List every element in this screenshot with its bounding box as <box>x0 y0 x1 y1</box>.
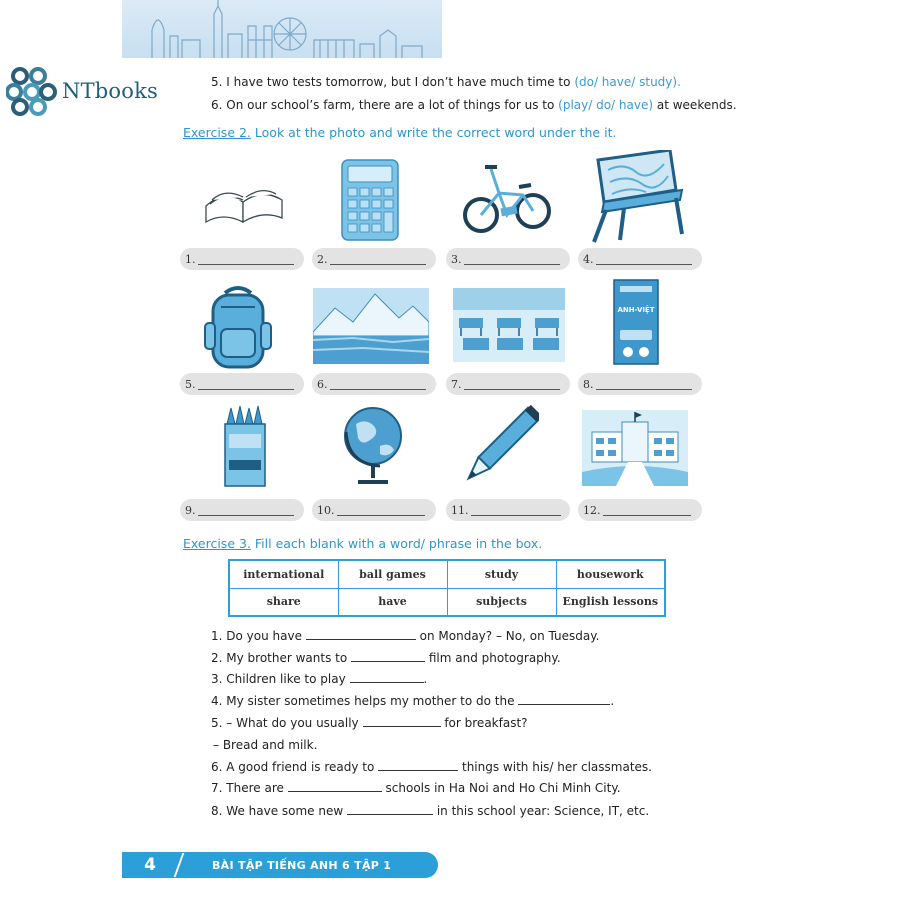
svg-text:ANH-VIỆT: ANH-VIỆT <box>617 306 655 314</box>
line-options: (do/ have/ study). <box>574 75 681 89</box>
answer-blank <box>464 254 560 265</box>
sentence-number: 7. <box>211 781 223 795</box>
answer-field-12[interactable] <box>578 499 702 521</box>
sentence-text: We have some new <box>226 804 344 818</box>
word-box-cell: share <box>229 588 338 616</box>
mountain-lake-icon <box>313 288 429 364</box>
answer-field-1[interactable] <box>180 248 304 270</box>
answer-blank <box>603 505 691 516</box>
answer-field-2[interactable] <box>312 248 436 270</box>
sentence-6 <box>211 760 652 774</box>
answer-blank <box>471 505 561 516</box>
sentence-text: My sister sometimes helps my mother to do the <box>226 694 515 708</box>
blank-input[interactable] <box>350 672 424 683</box>
blank-input[interactable] <box>306 629 416 640</box>
blank-input[interactable] <box>288 781 382 792</box>
sentence-text: A good friend is ready to <box>226 760 375 774</box>
sentence-text: Children like to play <box>226 672 346 686</box>
intro-line-5 <box>211 75 681 89</box>
answer-field-5[interactable] <box>180 373 304 395</box>
sentence-text: – What do you usually <box>226 716 359 730</box>
blank-input[interactable] <box>351 651 425 662</box>
open-book-icon <box>198 160 288 230</box>
blank-input[interactable] <box>347 804 433 815</box>
answer-blank <box>330 254 426 265</box>
sentence-text-end: . <box>610 694 615 708</box>
ntbooks-logo <box>6 64 158 118</box>
answer-blank <box>596 379 692 390</box>
answer-number: 4. <box>583 252 594 266</box>
sentence-7 <box>211 781 621 795</box>
sentence-5-answer <box>213 738 317 752</box>
line-number: 6. <box>211 98 223 112</box>
exercise-label: Exercise 2. <box>183 125 251 140</box>
exercise-instruction: Fill each blank with a word/ phrase in the box. <box>254 536 543 551</box>
sentence-2 <box>211 651 561 665</box>
word-box-cell: subjects <box>447 588 556 616</box>
answer-blank <box>198 505 294 516</box>
sentence-number: 3. <box>211 672 223 686</box>
answer-number: 10. <box>317 503 335 517</box>
answer-field-9[interactable] <box>180 499 304 521</box>
intro-line-6 <box>211 98 737 112</box>
line-text: I have two tests tomorrow, but I don’t have much time to <box>226 75 571 89</box>
sentence-text-end: things with his/ her classmates. <box>462 760 652 774</box>
sentence-4 <box>211 694 614 708</box>
sentence-8 <box>211 804 649 818</box>
classroom-icon <box>453 288 565 362</box>
sentence-number: 8. <box>211 804 223 818</box>
answer-number: 12. <box>583 503 601 517</box>
word-box-row <box>229 560 665 588</box>
answer-number: 2. <box>317 252 328 266</box>
sentence-number: 4. <box>211 694 223 708</box>
exercise-label: Exercise 3. <box>183 536 251 551</box>
answer-field-10[interactable] <box>312 499 436 521</box>
word-box-cell: have <box>338 588 447 616</box>
page-number: 4 <box>144 855 156 875</box>
word-box-cell: housework <box>556 560 665 588</box>
sentence-text: My brother wants to <box>226 651 348 665</box>
answer-blank <box>198 379 294 390</box>
bicycle-icon <box>461 155 553 241</box>
answer-field-7[interactable] <box>446 373 570 395</box>
answer-field-11[interactable] <box>446 499 570 521</box>
pencil-icon <box>459 403 539 493</box>
globe-icon <box>340 402 406 488</box>
line-options: (play/ do/ have) <box>558 98 654 112</box>
word-box-cell: study <box>447 560 556 588</box>
line-text: On our school’s farm, there are a lot of things for us to <box>226 98 555 112</box>
word-box-cell: international <box>229 560 338 588</box>
sentence-number: 5. <box>211 716 223 730</box>
answer-blank <box>337 505 425 516</box>
answer-number: 3. <box>451 252 462 266</box>
crayons-icon <box>221 404 269 488</box>
answer-blank <box>596 254 692 265</box>
calculator-icon <box>338 158 402 242</box>
sentence-text: There are <box>226 781 284 795</box>
line-text-end: at weekends. <box>656 98 737 112</box>
backpack-icon <box>203 283 273 371</box>
exercise-2-heading <box>183 125 616 140</box>
sentence-text-end: . <box>423 672 428 686</box>
word-box-cell: ball games <box>338 560 447 588</box>
line-number: 5. <box>211 75 223 89</box>
sentence-text: – Bread and milk. <box>213 738 318 752</box>
answer-blank <box>330 379 426 390</box>
sentence-text: Do you have <box>226 629 302 643</box>
answer-field-3[interactable] <box>446 248 570 270</box>
answer-number: 1. <box>185 252 196 266</box>
answer-number: 6. <box>317 377 328 391</box>
sentence-text-end: schools in Ha Noi and Ho Chi Minh City. <box>385 781 621 795</box>
answer-number: 8. <box>583 377 594 391</box>
sentence-text-end: in this school year: Science, IT, etc. <box>436 804 650 818</box>
sentence-text-end: for breakfast? <box>444 716 528 730</box>
blank-input[interactable] <box>363 716 441 727</box>
skyline-banner <box>122 0 442 58</box>
answer-number: 5. <box>185 377 196 391</box>
word-box-row <box>229 588 665 616</box>
exercise-instruction: Look at the photo and write the correct word under the it. <box>254 125 617 140</box>
book-title: BÀI TẬP TIẾNG ANH 6 TẬP 1 <box>212 858 392 872</box>
dictionary-icon <box>612 278 660 366</box>
blank-input[interactable] <box>378 760 458 771</box>
sentence-number: 1. <box>211 629 223 643</box>
logo-mark-icon <box>6 64 58 118</box>
sentence-text-end: film and photography. <box>428 651 561 665</box>
logo-text: NTbooks <box>62 79 159 103</box>
page-footer <box>122 852 438 878</box>
sentence-5 <box>211 716 528 730</box>
sentence-number: 6. <box>211 760 223 774</box>
word-box-table <box>228 559 666 617</box>
sentence-1 <box>211 629 599 643</box>
answer-number: 7. <box>451 377 462 391</box>
sentence-text-end: on Monday? – No, on Tuesday. <box>419 629 600 643</box>
answer-field-4[interactable] <box>578 248 702 270</box>
answer-blank <box>198 254 294 265</box>
blank-input[interactable] <box>518 694 610 705</box>
sentence-number: 2. <box>211 651 223 665</box>
answer-number: 11. <box>451 503 469 517</box>
answer-blank <box>464 379 560 390</box>
sentence-3 <box>211 672 427 686</box>
bench-icon <box>584 150 688 244</box>
answer-number: 9. <box>185 503 196 517</box>
exercise-3-heading <box>183 536 542 551</box>
word-box-cell: English lessons <box>556 588 665 616</box>
answer-field-6[interactable] <box>312 373 436 395</box>
answer-field-8[interactable] <box>578 373 702 395</box>
school-building-icon <box>582 410 688 486</box>
